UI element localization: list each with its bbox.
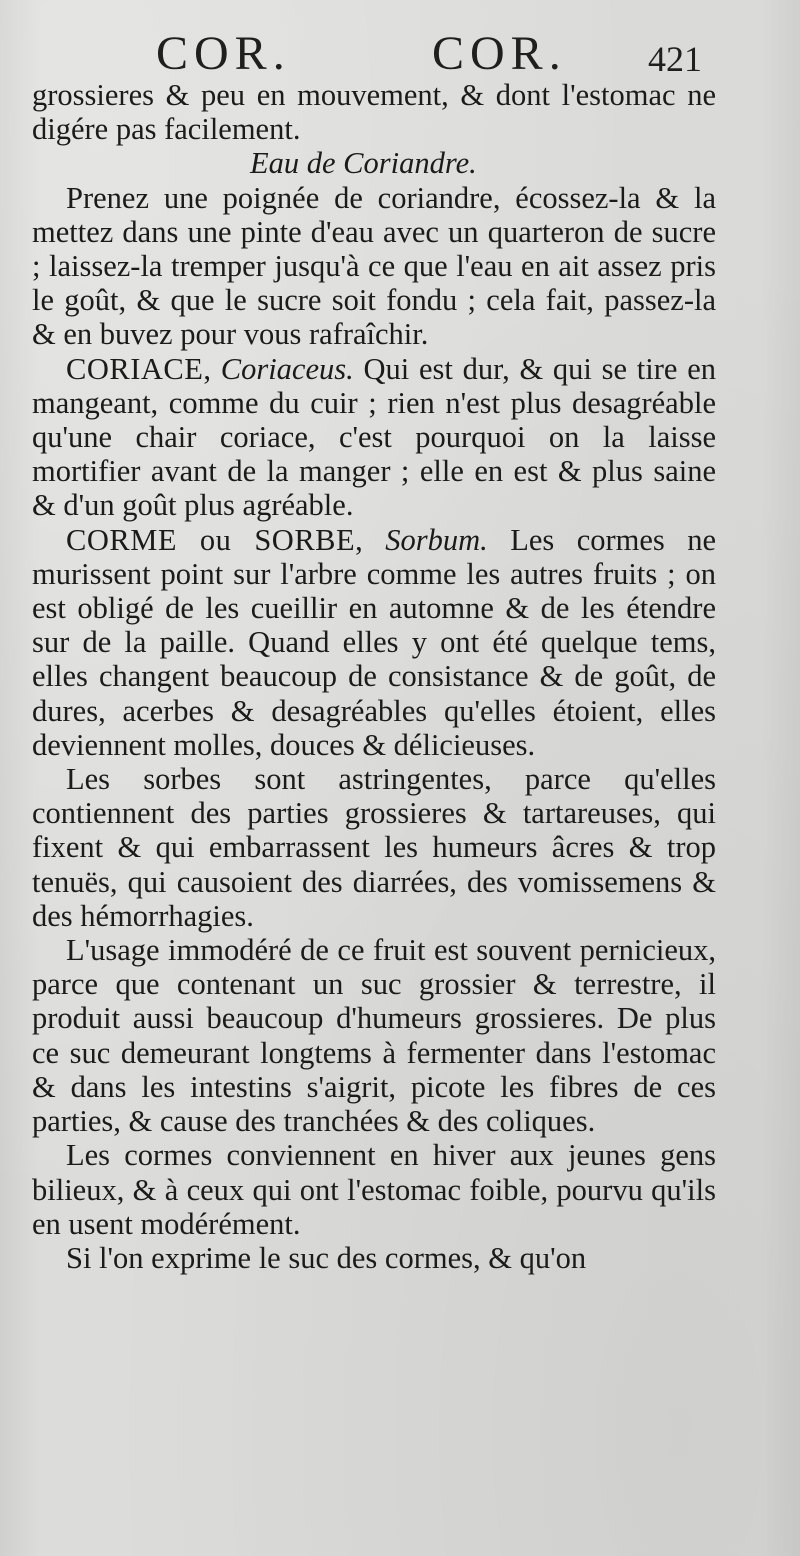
entry-term: CORME ou SORBE [66, 522, 356, 557]
continuation-paragraph: grossieres & peu en mouvement, & dont l'estomac ne digére pas facilement. [32, 78, 716, 147]
page-body [32, 78, 716, 1275]
entry-term: CORIACE [66, 351, 204, 386]
entry-definition: Qui est dur, & qui se tire en mangeant, comme du cuir ; rien n'est plus desagréable qu'une chair coriace, c'est pourquoi on la laisse mortifier avant de la manger ; elle en est & plus saine & d'un goût plus agréable. [32, 351, 716, 523]
paragraph-usage: L'usage immodéré de ce fruit est souvent pernicieux, parce que contenant un suc grossier & terrestre, il produit aussi beaucoup d'humeurs grossieres. De plus ce suc demeurant longtems à fermenter dans l'estomac & dans les intestins s'aigrit, picote les fibres de ces parties, & cause des tranchées & des coliques. [32, 933, 716, 1139]
paragraph-suc: Si l'on exprime le suc des cormes, & qu'on [66, 1240, 587, 1275]
entry-corme: CORME ou SORBE, Sorbum. Les cormes ne murissent point sur l'arbre comme les autres fruits ; on est obligé de les cueillir en automne & de les étendre sur de la paille. Quand elles y ont été quelque tems, elles changent beaucoup de consistance & de goût, de dures, acerbes & desagréables qu'elles étoient, elles deviennent molles, douces & délicieuses. [32, 522, 716, 762]
paragraph-sorbes: Les sorbes sont astringentes, parce qu'elles contiennent des parties grossieres & tartareuses, qui fixent & qui embarrassent les humeurs âcres & trop tenuës, qui causoient des diarrées, des vomissemens & des hémorrhagies. [32, 762, 716, 933]
paragraph-hiver: Les cormes conviennent en hiver aux jeunes gens bilieux, & à ceux qui ont l'estomac foible, pourvu qu'ils en usent modérément. [32, 1138, 716, 1241]
entry-coriace: CORIACE, Coriaceus. Qui est dur, & qui se tire en mangeant, comme du cuir ; rien n'est plus desagréable qu'une chair coriace, c'est pourquoi on la laisse mortifier avant de la manger ; elle en est & plus saine & d'un goût plus agréable. [32, 351, 716, 523]
page-number: 421 [648, 39, 702, 79]
running-header [0, 26, 800, 86]
running-head-right: COR. [432, 27, 567, 80]
entry-latin-name: Coriaceus. [220, 351, 354, 386]
recipe-paragraph: Prenez une poignée de coriandre, écossez-la & la mettez dans une pinte d'eau avec un quarteron de sucre ; laissez-la tremper jusqu'à ce que l'eau en ait assez pris le goût, & que le sucre soit fondu ; cela fait, passez-la & en buvez pour vous rafraîchir. [32, 180, 716, 352]
entry-definition: Les cormes ne murissent point sur l'arbre comme les autres fruits ; on est obligé de les cueillir en automne & de les étendre sur de la paille. Quand elles y ont été quelque tems, elles changent beaucoup de consistance & de goût, de dures, acerbes & desagréables qu'elles étoient, elles deviennent molles, douces & délicieuses. [32, 522, 716, 762]
recipe-heading: Eau de Coriandre. [250, 146, 477, 181]
entry-latin-name: Sorbum. [385, 522, 488, 557]
running-head-left: COR. [156, 27, 291, 80]
